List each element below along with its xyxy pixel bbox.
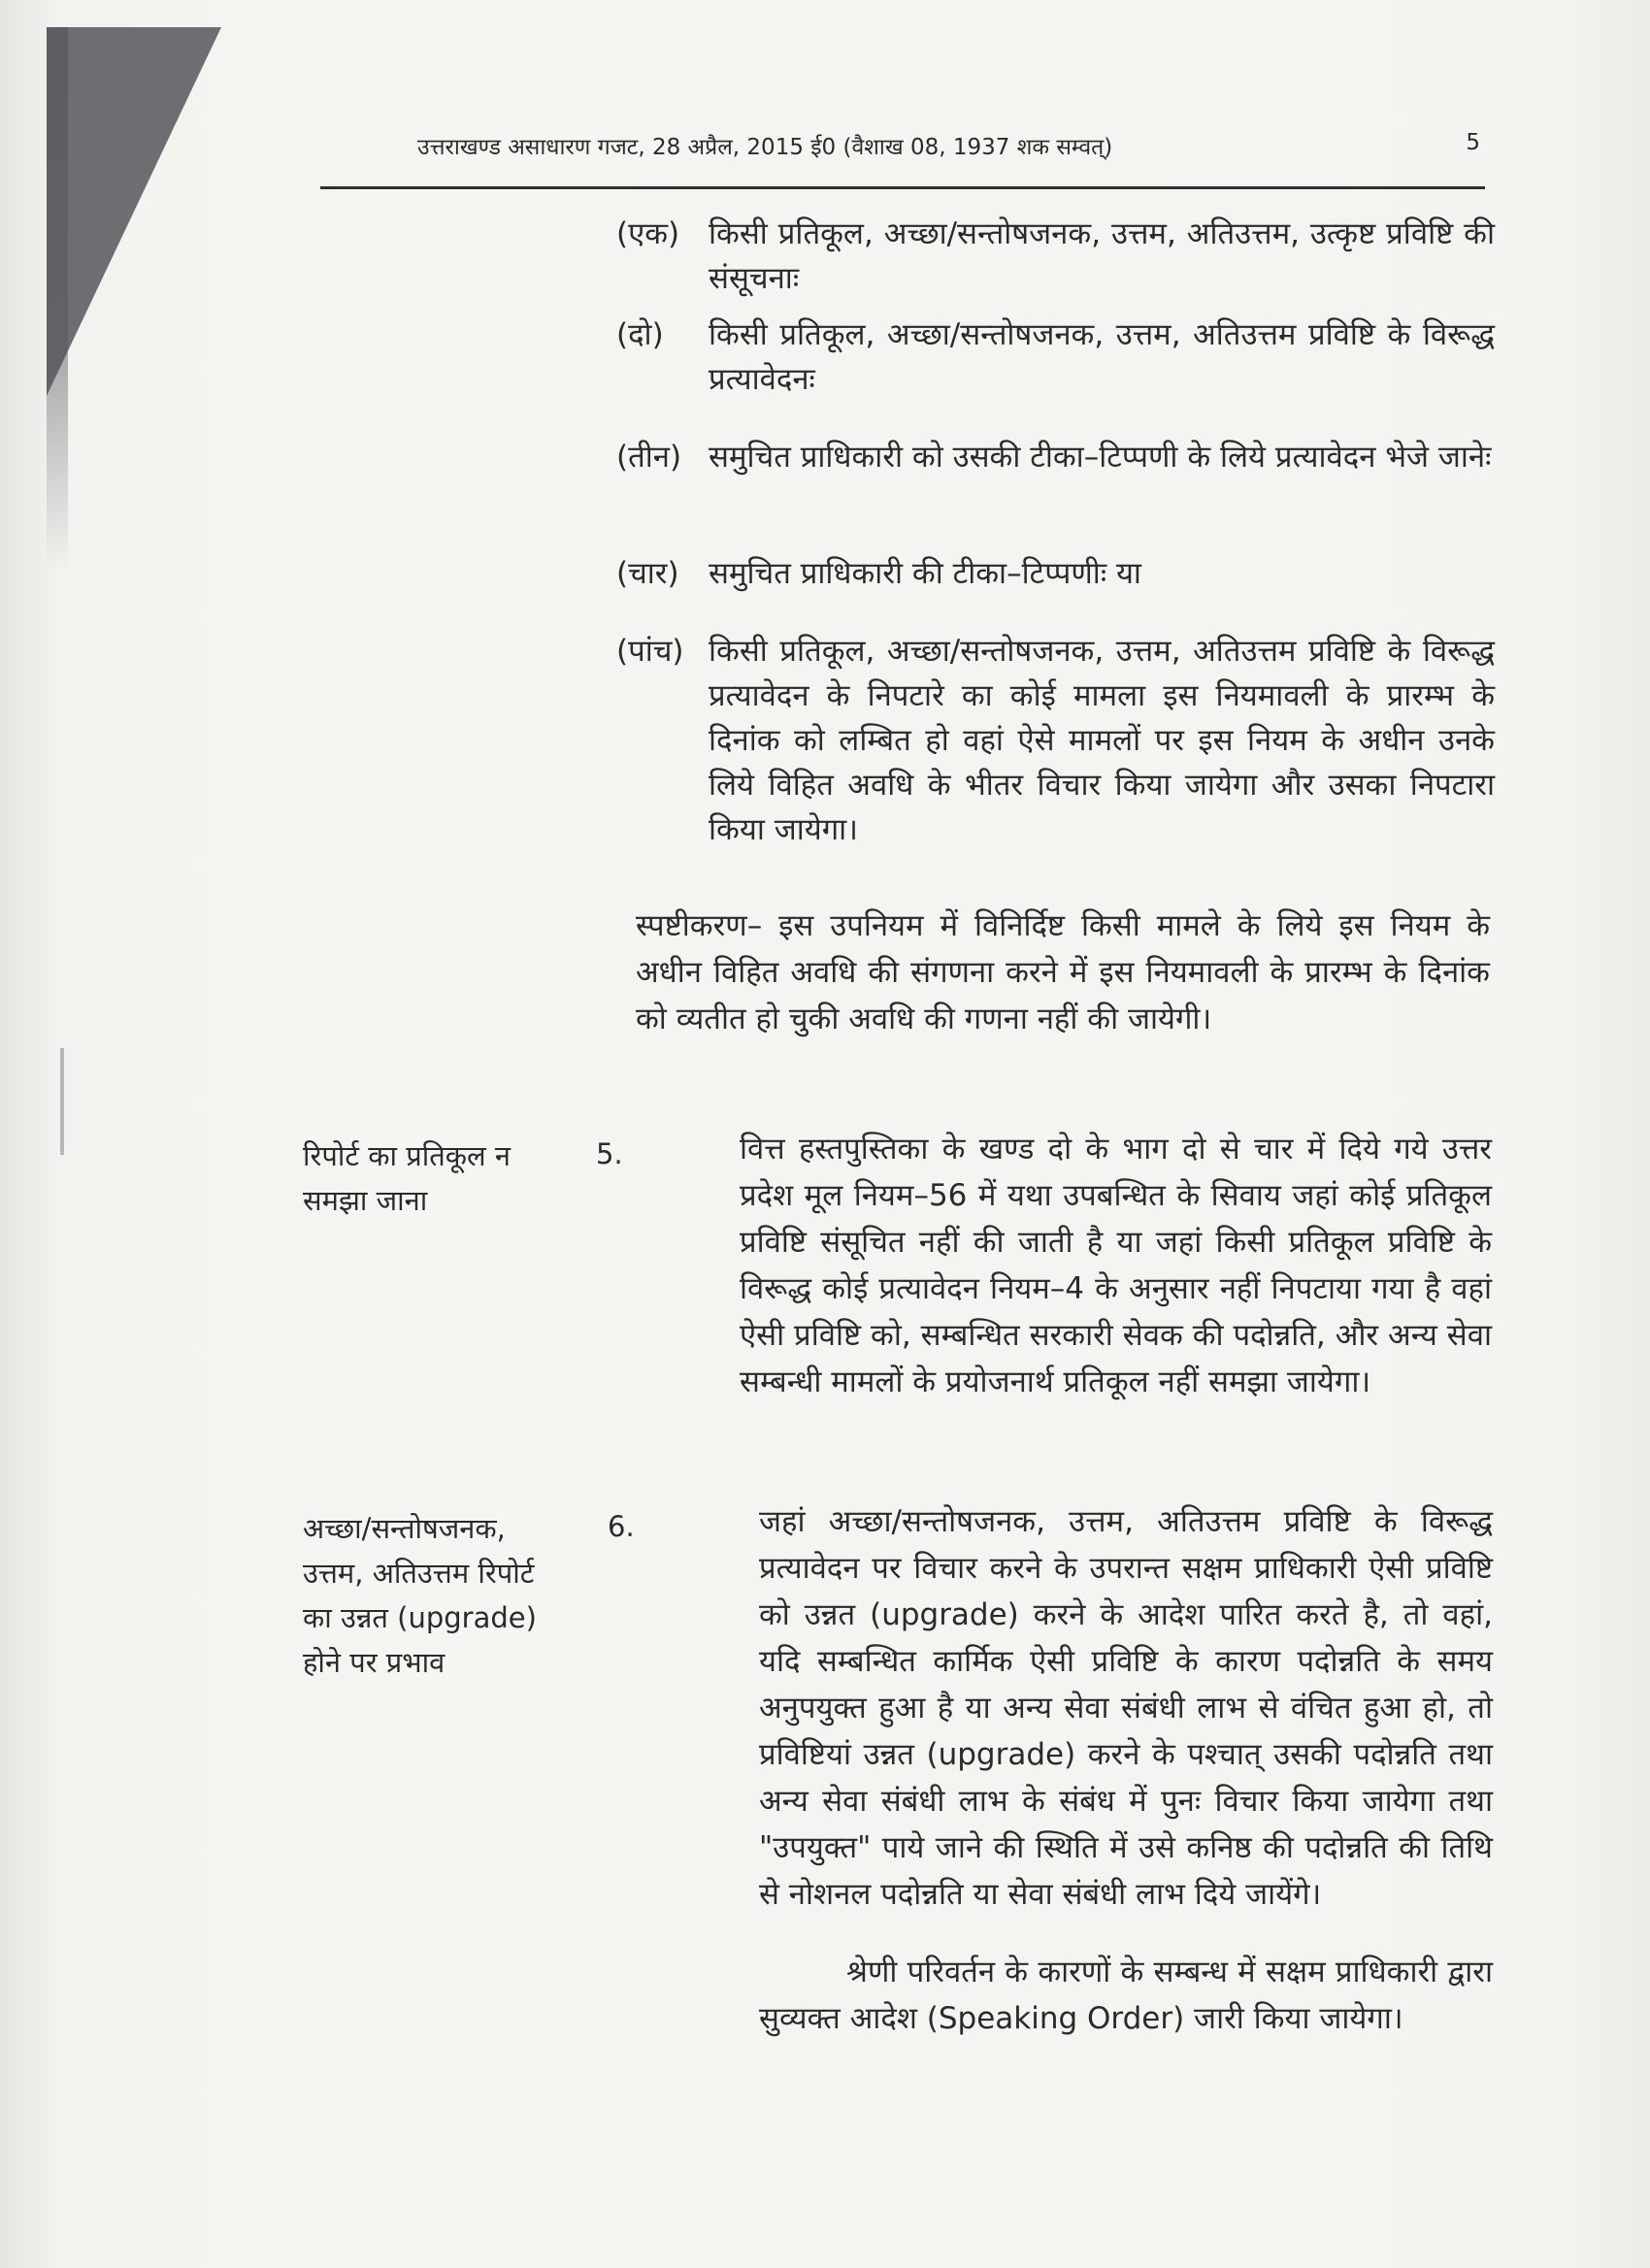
rule-paragraph: जहां अच्छा/सन्तोषजनक, उत्तम, अतिउत्तम प्रविष्टि के विरूद्ध प्रत्यावेदन पर विचार करने के उपरान्त सक्षम प्राधिकारी ऐसी प्रविष्टि को उन्नत (upgrade) करने के आदेश पारित करते है, तो वहां, यदि सम्बन्धित कार्मिक ऐसी प्रविष्टि के कारण पदोन्नति के समय अनुपयुक्त हुआ है या अन्य सेवा संबंधी लाभ से वंचित हुआ हो, तो प्रविष्टियां उन्नत (upgrade) करने के पश्चात् उसकी पदोन्नति तथा अन्य सेवा संबंधी लाभ के संबंध में पुनः विचार किया जायेगा तथा "उपयुक्त" पाये जाने की स्थिति में उसे कनिष्ठ की पदोन्नति की तिथि से नोशनल पदोन्नति या सेवा संबंधी लाभ दिये जायेंगे। <box>759 1504 1493 1912</box>
list-item-number: (दो) <box>616 317 664 352</box>
header-divider <box>320 186 1485 189</box>
list-item-number: (पांच) <box>616 634 684 669</box>
rule-paragraph: वित्त हस्तपुस्तिका के खण्ड दो के भाग दो से चार में दिये गये उत्तर प्रदेश मूल नियम–56 में यथा उपबन्धित के सिवाय जहां कोई प्रतिकूल प्रविष्टि संसूचित नहीं की जाती है या जहां किसी प्रतिकूल प्रविष्टि के विरूद्ध कोई प्रत्यावेदन नियम–4 के अनुसार नहीं निपटाया गया है वहां ऐसी प्रविष्टि को, सम्बन्धित सरकारी सेवक की पदोन्नति, और अन्य सेवा सम्बन्धी मामलों के प्रयोजनार्थ प्रतिकूल नहीं समझा जायेगा। <box>740 1132 1492 1399</box>
list-item-text: किसी प्रतिकूल, अच्छा/सन्तोषजनक, उत्तम, अतिउत्तम प्रविष्टि के विरूद्ध प्रत्यावेदन के निपटारे का कोई मामला इस नियमावली के प्रारम्भ के दिनांक को लम्बित हो वहां ऐसे मामलों पर इस नियम के अधीन उनके लिये विहित अवधि के भीतर विचार किया जायेगा और उसका निपटारा किया जायेगा। <box>709 634 1495 847</box>
rule-number: 6. <box>608 1510 635 1543</box>
list-item <box>616 629 1495 852</box>
list-item-text: किसी प्रतिकूल, अच्छा/सन्तोषजनक, उत्तम, अतिउत्तम, उत्कृष्ट प्रविष्टि की संसूचनाः <box>709 216 1495 296</box>
gazette-title: उत्तराखण्ड असाधारण गजट, 28 अप्रैल, 2015 ई0 (वैशाख 08, 1937 शक सम्वत्) <box>417 135 1113 160</box>
rule-side-title: रिपोर्ट का प्रतिकूल न समझा जाना <box>303 1139 511 1217</box>
list-item <box>616 312 1495 402</box>
page-number: 5 <box>1466 130 1480 155</box>
list-item <box>616 551 1495 596</box>
rule-number: 5. <box>596 1137 623 1170</box>
list-item-text: किसी प्रतिकूल, अच्छा/सन्तोषजनक, उत्तम, अतिउत्तम प्रविष्टि के विरूद्ध प्रत्यावेदनः <box>709 317 1495 397</box>
list-item-text: समुचित प्राधिकारी को उसकी टीका–टिप्पणी के लिये प्रत्यावेदन भेजे जानेः <box>709 440 1492 475</box>
rule-side-title: अच्छा/सन्तोषजनक, उत्तम, अतिउत्तम रिपोर्ट का उन्नत (upgrade) होने पर प्रभाव <box>303 1512 537 1679</box>
scan-corner-fold <box>47 27 221 396</box>
page-header <box>417 124 1480 163</box>
list-item-number: (चार) <box>616 556 679 591</box>
rule-paragraph: श्रेणी परिवर्तन के कारणों के सम्बन्ध में सक्षम प्राधिकारी द्वारा सुव्यक्त आदेश (Speaking Order) जारी किया जायेगा। <box>759 1955 1493 2036</box>
list-item-text: समुचित प्राधिकारी की टीका–टिप्पणीः या <box>709 556 1141 591</box>
list-item <box>616 212 1495 301</box>
list-item-number: (तीन) <box>616 440 682 475</box>
scan-streak <box>60 1048 64 1155</box>
explanation-paragraph: स्पष्टीकरण– इस उपनियम में विनिर्दिष्ट किसी मामले के लिये इस नियम के अधीन विहित अवधि की संगणना करने में इस नियमावली के प्रारम्भ के दिनांक को व्यतीत हो चुकी अवधि की गणना नहीं की जायेगी। <box>636 908 1490 1036</box>
list-item <box>616 435 1495 479</box>
list-item-number: (एक) <box>616 216 680 251</box>
